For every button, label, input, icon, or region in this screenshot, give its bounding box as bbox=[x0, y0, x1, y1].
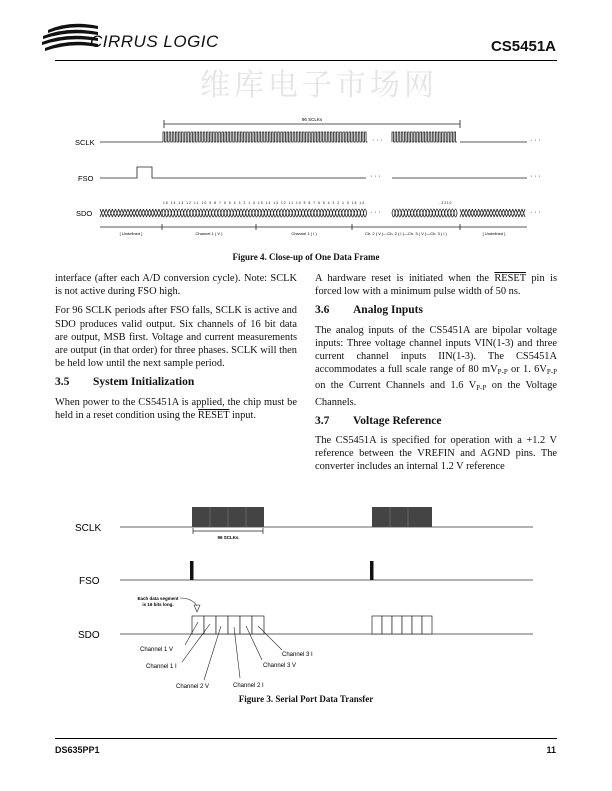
fig4-segment-arrows bbox=[100, 224, 527, 230]
fig4-bits-ch1i: 15 14 13 12 11 10 9 8 7 6 5 4 3 2 1 0 15 14 bbox=[258, 201, 364, 205]
fig3-data-segment-box bbox=[402, 616, 412, 634]
figure-4-caption: Figure 4. Close-up of One Data Frame bbox=[232, 252, 380, 262]
reset-signal-name: RESET bbox=[494, 273, 526, 284]
figure-3-caption: Figure 3. Serial Port Data Transfer bbox=[238, 694, 374, 704]
fig4-fso-label: FSO bbox=[78, 174, 94, 183]
section-title: Analog Inputs bbox=[353, 304, 423, 317]
section-title: Voltage Reference bbox=[353, 414, 442, 427]
fig3-note-arrow bbox=[180, 598, 200, 612]
fig4-sclk-label: SCLK bbox=[75, 138, 95, 147]
fig4-bits-end: ... 3 2 1 0 bbox=[438, 201, 452, 205]
fig3-sclk-burst-2 bbox=[372, 507, 432, 527]
fig3-data-segment-box bbox=[228, 616, 240, 634]
footer-rule bbox=[55, 738, 557, 739]
fig4-sclk-clock-burst-2 bbox=[392, 132, 457, 142]
fig3-channel-label: Channel 3 V bbox=[263, 663, 297, 669]
text: on the Voltage Channels. bbox=[315, 380, 557, 408]
ellipsis: · · · bbox=[530, 173, 541, 180]
fig3-data-segment-box bbox=[240, 616, 252, 634]
section-3-6-heading bbox=[315, 304, 557, 317]
fig4-segment-label: [ Undefined ] bbox=[119, 231, 143, 236]
ellipsis: · · · bbox=[530, 137, 541, 144]
subscript: P-P bbox=[476, 384, 487, 393]
document-id: DS635PP1 bbox=[55, 745, 100, 755]
part-number: CS5451A bbox=[490, 38, 556, 55]
text: or 1. 6V bbox=[507, 364, 547, 376]
section-number: 3.6 bbox=[315, 304, 330, 317]
text: When power to the CS5451A is applied, the chip must be held in a reset condition using the bbox=[55, 396, 297, 421]
fig3-data-segment-box bbox=[412, 616, 422, 634]
right-column bbox=[315, 272, 557, 480]
reset-signal-name: RESET bbox=[197, 409, 230, 421]
fig3-data-segment-box bbox=[422, 616, 432, 634]
subscript: P-P bbox=[546, 368, 557, 377]
fig3-data-segment-box bbox=[372, 616, 382, 634]
paragraph: interface (after each A/D conversion cycle). Note: SCLK is not active during FSO high. bbox=[55, 273, 297, 298]
section-number: 3.5 bbox=[55, 376, 70, 389]
fig3-note-line2: is 16 bits long. bbox=[142, 602, 174, 607]
fig4-sclk-clock-burst-1 bbox=[163, 132, 368, 142]
fig4-sdo-waveform bbox=[100, 209, 525, 217]
page-number: 11 bbox=[546, 745, 556, 755]
fig3-channel-label: Channel 2 I bbox=[233, 683, 264, 689]
fig4-segment-label: Channel 1 ( I ) bbox=[291, 231, 317, 236]
fig4-segment-label: [ Undefined ] bbox=[482, 231, 506, 236]
fig3-fso-pulse bbox=[370, 561, 374, 580]
fig3-sclk-label: SCLK bbox=[75, 523, 102, 534]
figure-4-timing-diagram bbox=[0, 0, 612, 250]
section-title: System Initialization bbox=[93, 376, 195, 389]
fig3-data-segment-box bbox=[382, 616, 392, 634]
fig4-span-label: 96 SCLKs bbox=[301, 117, 323, 122]
fig3-span-label: 96 SCLKs bbox=[217, 535, 239, 540]
watermark: 维库电子市场网 bbox=[200, 68, 438, 103]
fig3-note-line1: Each data segment bbox=[137, 596, 179, 601]
text: The analog inputs of the CS5451A are bipolar voltage inputs: Three voltage channel inputs VIN(1-3) and three current channel inputs IIN(1-3). The CS5451A accommodates a full scale range of 80 mV bbox=[315, 324, 557, 376]
left-column bbox=[55, 272, 297, 428]
paragraph bbox=[315, 324, 557, 409]
ellipsis: · · · bbox=[372, 137, 383, 144]
fig3-channel-label: Channel 1 V bbox=[140, 647, 174, 653]
fig4-bits-ch1v: 15 14 13 12 11 10 9 8 7 6 5 4 3 2 1 0 bbox=[163, 201, 255, 205]
fig3-data-segment-box bbox=[252, 616, 264, 634]
fig3-fso-label: FSO bbox=[79, 576, 100, 587]
subscript: P-P bbox=[497, 368, 508, 377]
section-number: 3.7 bbox=[315, 414, 330, 427]
fig3-data-segment-box bbox=[216, 616, 228, 634]
logo-text: CIRRUS LOGIC bbox=[90, 32, 219, 51]
fig3-data-segment-box bbox=[192, 616, 204, 634]
fig4-segment-label: Ch. 2 ( V )—Ch. 2 ( I )—Ch. 3 ( V )—Ch. 3 ( I ) bbox=[365, 231, 447, 236]
fig3-data-segment-box bbox=[392, 616, 402, 634]
ellipsis: · · · bbox=[370, 209, 381, 216]
paragraph bbox=[315, 272, 557, 298]
fig3-data-segment-box bbox=[204, 616, 216, 634]
section-3-5-heading bbox=[55, 376, 297, 389]
ellipsis: · · · bbox=[530, 209, 541, 216]
fig3-channel-label: Channel 3 I bbox=[282, 652, 313, 658]
fig3-channel-label: Channel 2 V bbox=[176, 684, 210, 690]
ellipsis: · · · bbox=[370, 173, 381, 180]
text: A hardware reset is initiated when the bbox=[315, 273, 495, 284]
paragraph: For 96 SCLK periods after FSO falls, SCLK is active and SDO produces valid output. Six channels of 16 bit data are output, MSB first. Voltage and current measurements are output (in that order) for three phases. SCLK will then be held low until the next sample period. bbox=[55, 305, 297, 370]
figure-3-timing-diagram bbox=[0, 495, 612, 695]
fig4-sdo-label: SDO bbox=[76, 209, 93, 218]
text: on the Current Channels and 1.6 V bbox=[315, 380, 477, 392]
fig3-sdo-label: SDO bbox=[78, 630, 100, 641]
fig4-fso-waveform bbox=[100, 167, 527, 178]
section-3-7-heading bbox=[315, 415, 557, 428]
fig3-span-arrow bbox=[193, 528, 263, 534]
text: input. bbox=[229, 409, 256, 421]
fig4-segment-label: Channel 1 ( V ) bbox=[195, 231, 223, 236]
paragraph: The CS5451A is specified for operation with a +1.2 V reference between the VREFIN and AGND pins. The converter includes an internal 1.2 V reference bbox=[315, 435, 557, 473]
text: pin is forced low with a minimum pulse width of 50 ns. bbox=[315, 273, 558, 298]
fig3-fso-pulse bbox=[190, 561, 194, 580]
paragraph bbox=[55, 396, 297, 422]
fig3-channel-label: Channel 1 I bbox=[146, 664, 177, 670]
